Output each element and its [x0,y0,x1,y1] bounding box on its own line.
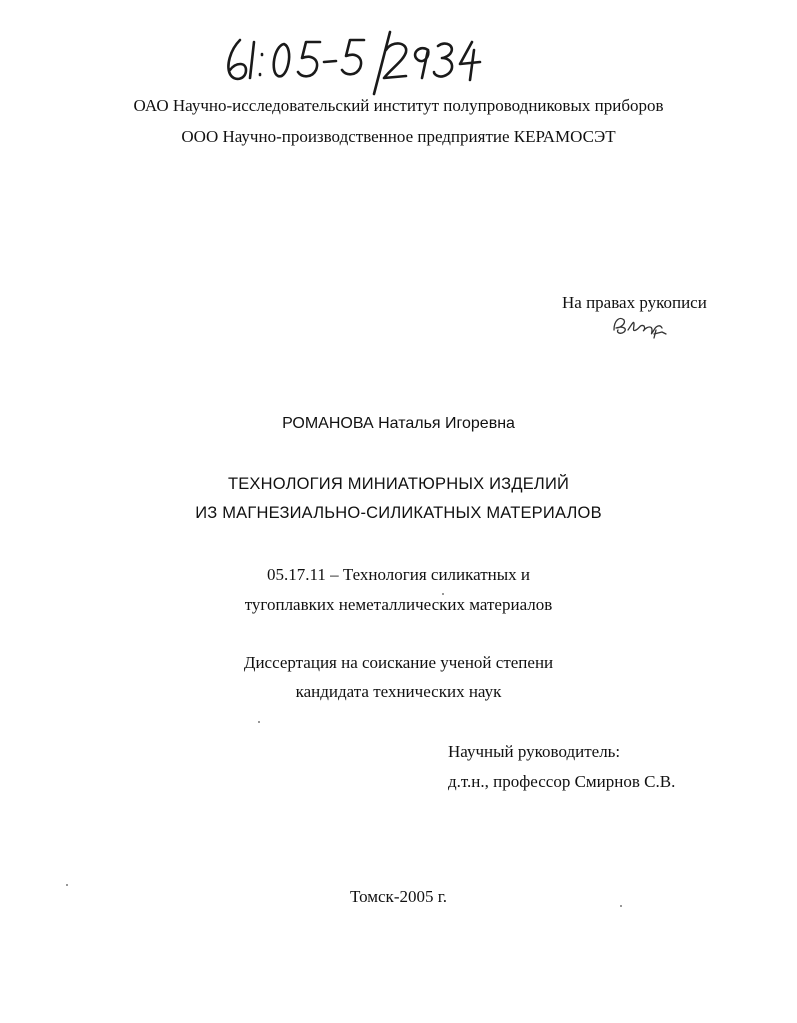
manuscript-rights-note: На правах рукописи [562,293,707,312]
organization-line-2: ООО Научно-производственное предприятие КЕРАМОСЭТ [181,127,616,146]
scan-speck [442,593,444,595]
specialty-line-1: 05.17.11 – Технология силикатных и [266,565,531,584]
title-line-2: ИЗ МАГНЕЗИАЛЬНО-СИЛИКАТНЫХ МАТЕРИАЛОВ [195,504,602,522]
supervisor-label: Научный руководитель: [448,742,621,761]
handwritten-catalog-code [222,28,482,98]
scan-speck [258,721,260,723]
signature [610,310,670,340]
organization-line-1: ОАО Научно-исследовательский институт полупроводниковых приборов [133,96,664,115]
place-and-year: Томск-2005 г. [349,887,448,906]
specialty-line-2: тугоплавких неметаллических материалов [244,595,553,614]
title-line-1: ТЕХНОЛОГИЯ МИНИАТЮРНЫХ ИЗДЕЛИЙ [227,475,570,493]
degree-line-1: Диссертация на соискание ученой степени [243,653,554,672]
author-name: РОМАНОВА Наталья Игоревна [282,415,515,432]
supervisor-name: д.т.н., профессор Смирнов С.В. [448,772,676,791]
scan-speck [66,884,68,886]
degree-line-2: кандидата технических наук [295,682,502,701]
scan-speck [620,905,622,907]
